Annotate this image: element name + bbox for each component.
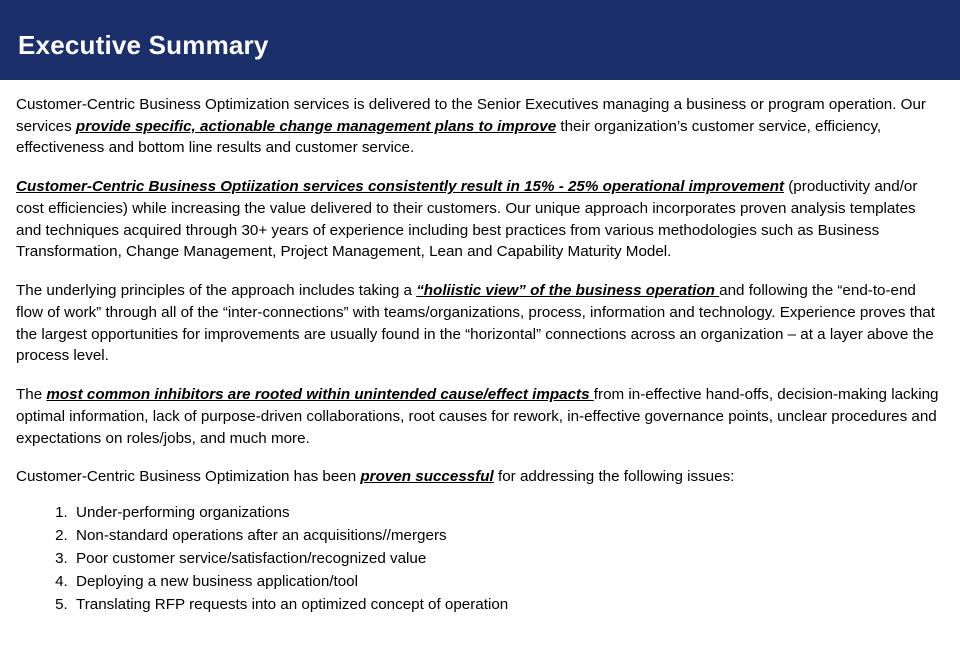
list-item: 2. Non-standard operations after an acquisitions//mergers [72, 525, 944, 547]
text-segment: from in-effective hand-offs, decision-making lacking optimal information, lack of purpose-driven collaborations, root causes for rework, in-effective governance points, unclear procedures and expectations on roles/jobs, and much more. [16, 386, 939, 447]
paragraph-3 [16, 280, 944, 367]
text-segment: The [16, 386, 47, 404]
list-item: 4. Deploying a new business application/tool [72, 571, 944, 593]
text-segment: (productivity and/or cost efficiencies) while increasing the value delivered to their customers. Our unique approach incorporates proven analysis templates and techniques acquired through 30+ years of experience including best practices from various methodologies such as Business Transformation, Change Management, Project Management, Lean and Capability Maturity Model. [16, 178, 918, 261]
text-segment: “holiistic view” of the business operation [416, 282, 720, 300]
text-segment: proven successful [360, 468, 494, 486]
text-segment: Customer-Centric Business Optiization services consistently result in 15% - 25% operational improvement [16, 178, 785, 196]
title-bar [0, 0, 960, 80]
text-segment: for addressing the following issues: [493, 468, 735, 486]
text-segment: Customer-Centric Business Optimization services is delivered to the Senior Executives managing a business or program operation. Our services [16, 96, 926, 135]
paragraph-2 [16, 176, 944, 263]
text-segment: and following the “end-to-end flow of work” through all of the “inter-connections” with teams/organizations, process, information and technology. Experience proves that the largest opportunities for improvements are usually found in the “horizontal” connections across an organization – at a layer above the process level. [16, 282, 936, 365]
paragraph-5 [16, 466, 944, 488]
paragraph-4 [16, 384, 944, 449]
list-item: 5. Translating RFP requests into an optimized concept of operation [72, 594, 944, 616]
page-title: Executive Summary [18, 30, 269, 60]
text-segment: their organization’s customer service, efficiency, effectiveness and bottom line results and customer service. [16, 117, 882, 157]
list-item: 3. Poor customer service/satisfaction/recognized value [72, 548, 944, 570]
text-segment: provide specific, actionable change management plans to improve [75, 117, 557, 135]
slide-body [0, 80, 960, 660]
text-segment: Customer-Centric Business Optimization has been [16, 468, 361, 486]
list-item: 1. Under-performing organizations [72, 502, 944, 524]
text-segment: most common inhibitors are rooted within unintended cause/effect impacts [46, 386, 594, 404]
text-segment: The underlying principles of the approach includes taking a [16, 282, 417, 300]
paragraph-1 [16, 94, 944, 159]
issues-list [16, 502, 944, 616]
